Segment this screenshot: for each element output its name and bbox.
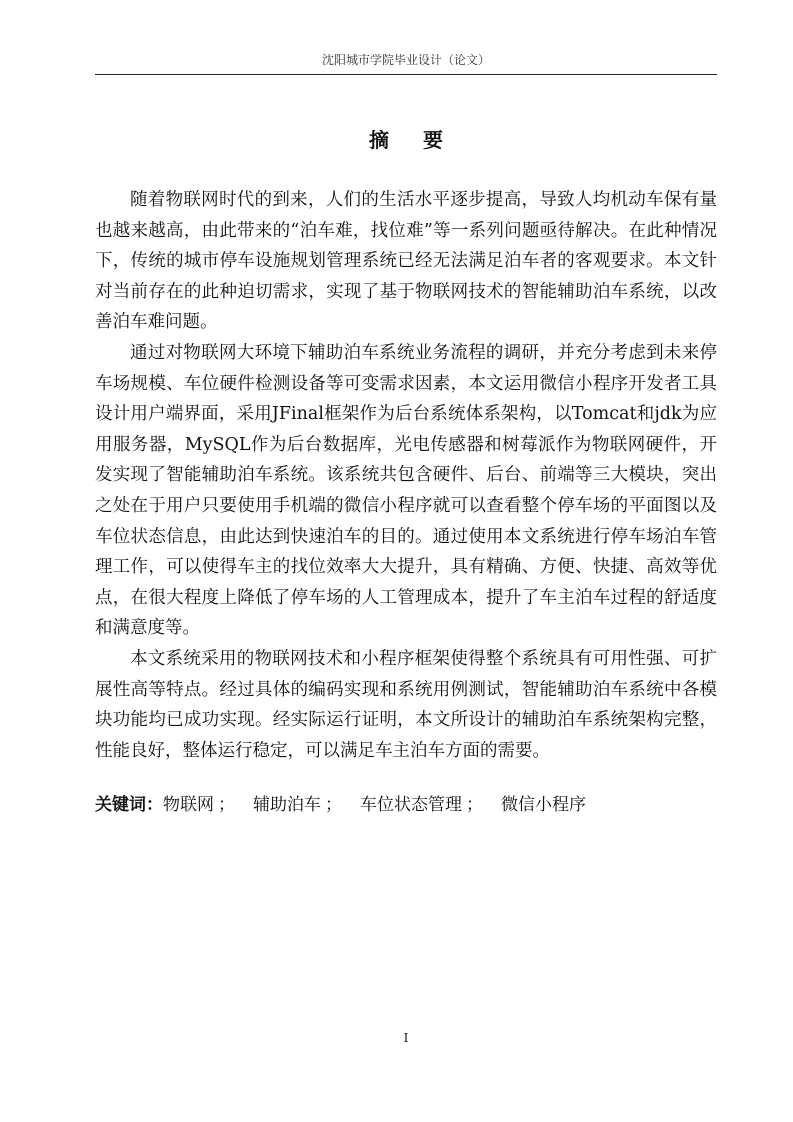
keyword-separator: ； [218,795,235,815]
keywords-label: 关键词： [95,795,163,815]
page-header [95,52,717,75]
keyword-2: 辅助泊车 [253,795,321,815]
abstract-paragraph-1: 随着物联网时代的到来，人们的生活水平逐步提高，导致人均机动车保有量也越来越高，由此带来的“泊车难，找位难”等一系列问题亟待解决。在此种情况下，传统的城市停车设施规划管理系统已经无法满足泊车者的客观要求。本文针对当前存在的此种迫切需求，实现了基于物联网技术的智能辅助泊车系统，以改善泊车难问题。 [95,190,717,333]
abstract-title: 摘要 [369,128,477,152]
keyword-separator: ； [325,795,342,815]
keyword-separator: ； [466,795,483,815]
abstract-paragraph-2: 通过对物联网大环境下辅助泊车系统业务流程的调研，并充分考虑到未来停车场规模、车位硬件检测设备等可变需求因素，本文运用微信小程序开发者工具设计用户端界面，采用JFinal框架作为后台系统体系架构，以Tomcat和jdk为应用服务器，MySQL作为后台数据库，光电传感器和树莓派作为物联网硬件，开发实现了智能辅助泊车系统。该系统共包含硬件、后台、前端等三大模块，突出之处在于用户只要使用手机端的微信小程序就可以查看整个停车场的平面图以及车位状态信息，由此达到快速泊车的目的。通过使用本文系统进行停车场泊车管理工作，可以使得车主的找位效率大大提升，具有精确、方便、快捷、高效等优点，在很大程度上降低了停车场的人工管理成本，提升了车主泊车过程的舒适度和满意度等。 [95,342,717,639]
keywords-line [95,790,717,820]
keyword-3: 车位状态管理 [360,795,462,815]
header-text: 沈阳城市学院毕业设计（论文） [321,53,490,67]
keyword-4: 微信小程序 [501,795,586,815]
page-number: I [403,1031,409,1045]
abstract-paragraph-3: 本文系统采用的物联网技术和小程序框架使得整个系统具有可用性强、可扩展性高等特点。经过具体的编码实现和系统用例测试，智能辅助泊车系统中各模块功能均已成功实现。经实际运行证明，本文所设计的辅助泊车系统架构完整，性能良好，整体运行稳定，可以满足车主泊车方面的需要。 [95,648,717,761]
keyword-1: 物联网 [163,795,214,815]
abstract-body [95,185,717,766]
